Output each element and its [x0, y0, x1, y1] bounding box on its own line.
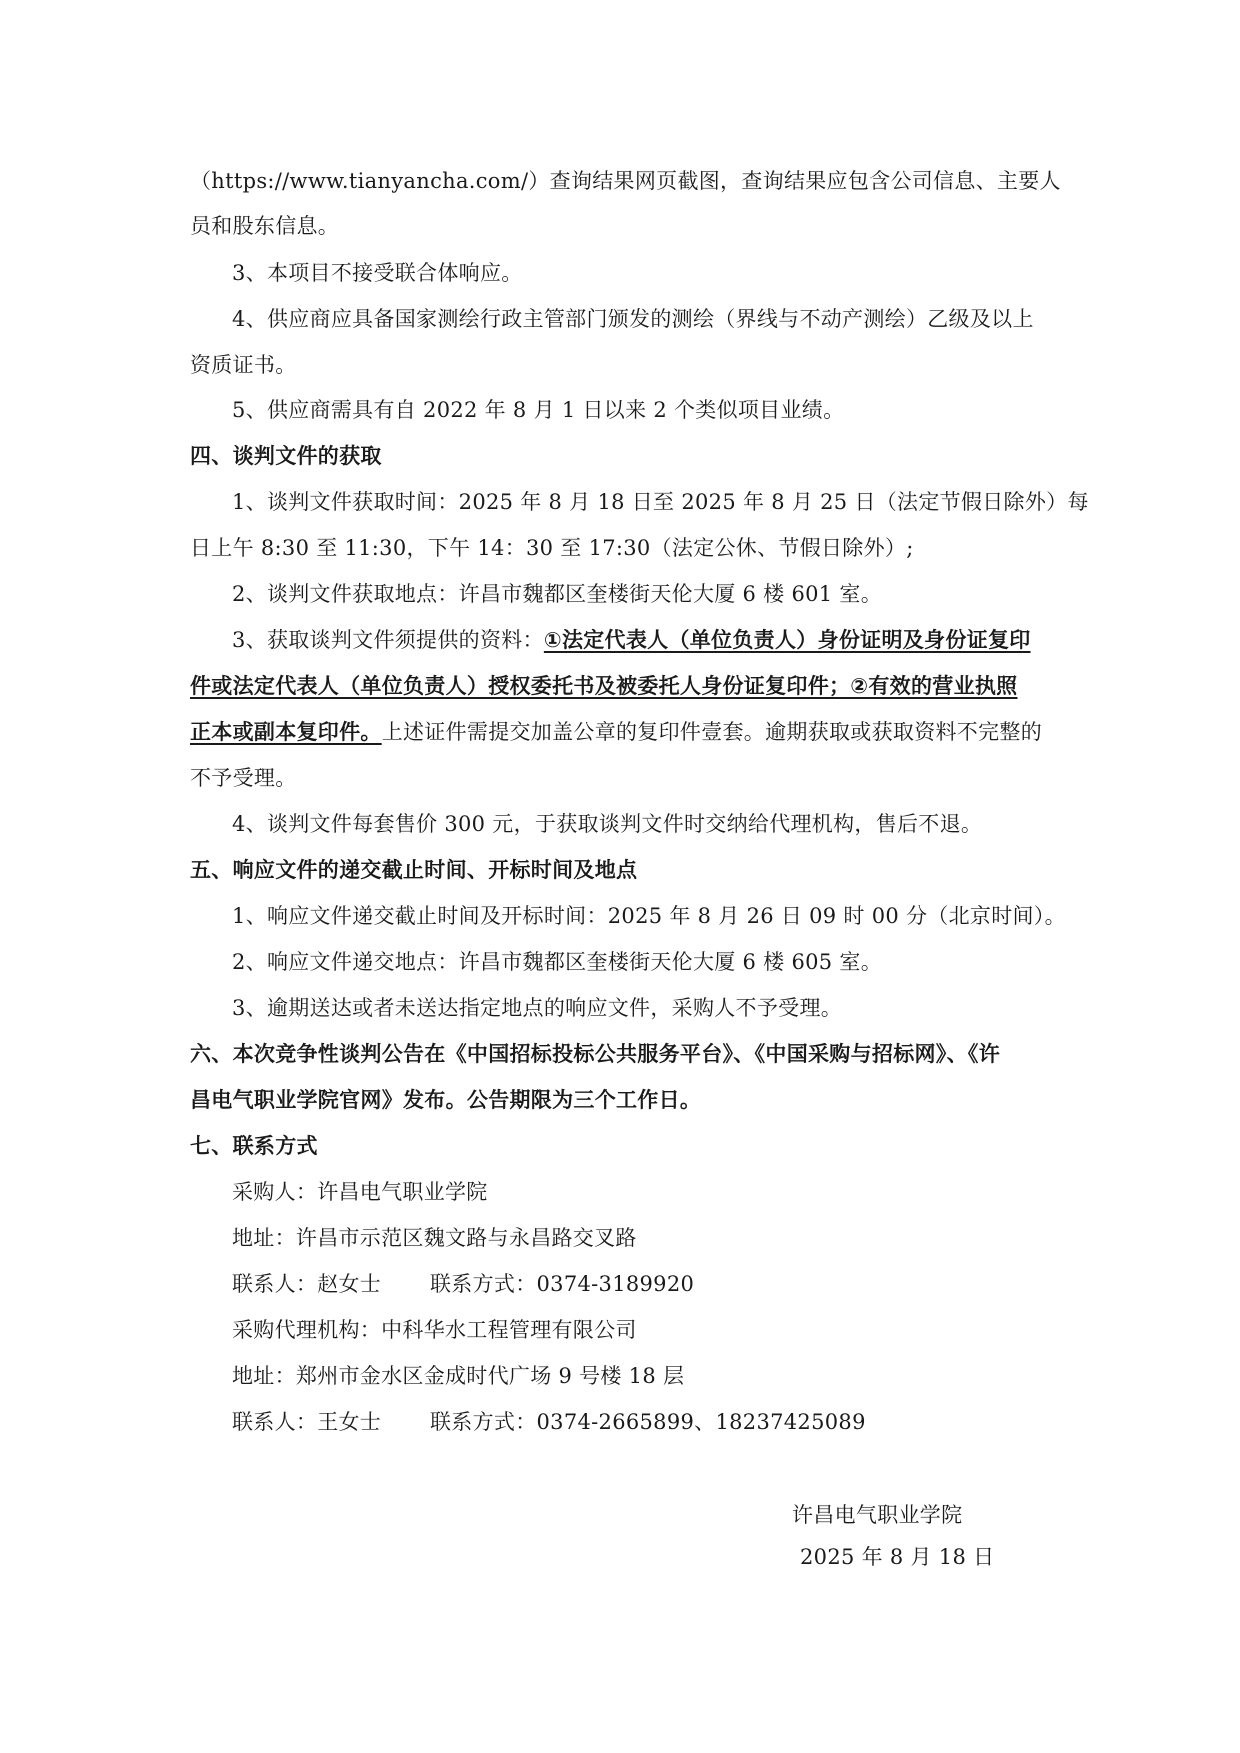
section5-item3: 3、逾期送达或者未送达指定地点的响应文件，采购人不予受理。 — [232, 996, 843, 1020]
section4-item3-underlined-3: 正本或副本复印件。 — [190, 720, 382, 744]
requirement-4-line2: 资质证书。 — [190, 353, 297, 377]
paragraph-query-line2: 员和股东信息。 — [190, 214, 340, 238]
section5-heading: 五、响应文件的递交截止时间、开标时间及地点 — [190, 858, 638, 882]
requirement-5: 5、供应商需具有自 2022 年 8 月 1 日以来 2 个类似项目业绩。 — [232, 398, 845, 422]
section4-item1-line2: 日上午 8:30 至 11:30，下午 14：30 至 17:30（法定公休、节假日除外）; — [190, 536, 914, 560]
section5-item2: 2、响应文件递交地点：许昌市魏都区奎楼街天伦大厦 6 楼 605 室。 — [232, 950, 883, 974]
section4-item3-line2 — [190, 671, 1017, 701]
buyer-contact-person: 联系人：赵女士 — [232, 1272, 382, 1296]
section4-item3-line3 — [190, 717, 1042, 747]
signature-organization: 许昌电气职业学院 — [792, 1503, 963, 1527]
section4-item3-prefix: 3、获取谈判文件须提供的资料： — [232, 628, 544, 652]
agent-name: 采购代理机构：中科华水工程管理有限公司 — [232, 1318, 637, 1342]
section4-item3-underlined-1: ①法定代表人（单位负责人）身份证明及身份证复印 — [543, 628, 1031, 652]
buyer-phone: 联系方式：0374-3189920 — [430, 1272, 695, 1296]
agent-address: 地址：郑州市金水区金成时代广场 9 号楼 18 层 — [232, 1364, 685, 1388]
section4-item2: 2、谈判文件获取地点：许昌市魏都区奎楼街天伦大厦 6 楼 601 室。 — [232, 582, 883, 606]
section5-item1: 1、响应文件递交截止时间及开标时间：2025 年 8 月 26 日 09 时 00 分（北京时间）。 — [232, 904, 1066, 928]
agent-contact-person: 联系人：王女士 — [232, 1410, 382, 1434]
section6-line2: 昌电气职业学院官网》发布。公告期限为三个工作日。 — [190, 1088, 702, 1112]
section4-item3-line1 — [232, 625, 1031, 655]
buyer-name: 采购人：许昌电气职业学院 — [232, 1180, 488, 1204]
section4-item4: 4、谈判文件每套售价 300 元，于获取谈判文件时交纳给代理机构，售后不退。 — [232, 812, 983, 836]
buyer-address: 地址：许昌市示范区魏文路与永昌路交叉路 — [232, 1226, 637, 1250]
section4-item3-line4: 不予受理。 — [190, 766, 297, 790]
requirement-3: 3、本项目不接受联合体响应。 — [232, 261, 523, 285]
signature-date: 2025 年 8 月 18 日 — [800, 1545, 995, 1569]
section4-heading: 四、谈判文件的获取 — [190, 444, 382, 468]
section4-item1-line1: 1、谈判文件获取时间：2025 年 8 月 18 日至 2025 年 8 月 25 日（法定节假日除外）每 — [232, 490, 1089, 514]
section4-item3-underlined-2: 件或法定代表人（单位负责人）授权委托书及被委托人身份证复印件；②有效的营业执照 — [190, 674, 1018, 698]
section6-line1: 六、本次竞争性谈判公告在《中国招标投标公共服务平台》、《中国采购与招标网》、《许 — [190, 1042, 1000, 1066]
section4-item3-rest: 上述证件需提交加盖公章的复印件壹套。逾期获取或获取资料不完整的 — [381, 720, 1042, 744]
section7-heading: 七、联系方式 — [190, 1134, 318, 1158]
requirement-4-line1: 4、供应商应具备国家测绘行政主管部门颁发的测绘（界线与不动产测绘）乙级及以上 — [232, 307, 1034, 331]
paragraph-query-line1: （https://www.tianyancha.com/）查询结果网页截图，查询结果应包含公司信息、主要人 — [190, 169, 1061, 193]
agent-phone: 联系方式：0374-2665899、18237425089 — [430, 1410, 866, 1434]
